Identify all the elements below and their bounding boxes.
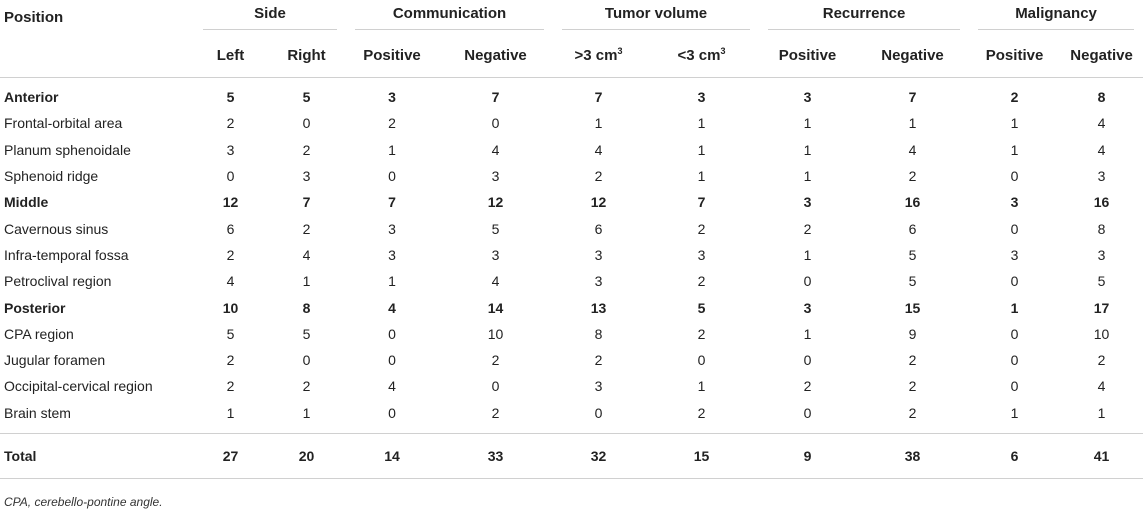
table-cell: 0 <box>302 352 311 369</box>
total-cell: 33 <box>438 433 553 478</box>
group-header-label: Communication <box>355 5 544 30</box>
table-row <box>0 110 1143 136</box>
total-row <box>0 433 1143 478</box>
table-cell: 2 <box>1097 352 1106 369</box>
row-label: CPA region <box>4 325 74 342</box>
table-cell: 1 <box>803 168 812 185</box>
table-cell: 0 <box>388 352 396 369</box>
table-cell: 4 <box>1097 378 1106 395</box>
row-label: Occipital-cervical region <box>4 378 153 395</box>
table-cell: 4 <box>226 273 235 290</box>
total-cell: 15 <box>644 433 759 478</box>
row-label: Posterior <box>4 299 66 316</box>
table-cell: 2 <box>908 404 917 421</box>
table-cell: 8 <box>594 325 603 342</box>
table-cell: 13 <box>590 299 607 316</box>
table-cell: 2 <box>491 352 500 369</box>
table-cell: 0 <box>803 352 812 369</box>
subcolumn-header <box>759 34 856 78</box>
table-group-row <box>0 84 1143 110</box>
table-row <box>0 321 1143 347</box>
table-cell: 0 <box>388 168 396 185</box>
table-row <box>0 400 1143 426</box>
table-cell: 8 <box>302 299 311 316</box>
table-row <box>0 215 1143 241</box>
subcolumn-label: Right <box>287 47 326 64</box>
table-cell: 1 <box>908 115 917 132</box>
footnote: CPA, cerebello-pontine angle. <box>4 495 163 509</box>
table-cell: 3 <box>803 299 812 316</box>
subcolumn-label: Negative <box>1070 47 1133 64</box>
subcolumn-header <box>438 34 553 78</box>
table-cell: 10 <box>1093 325 1110 342</box>
table-cell: 17 <box>1093 299 1110 316</box>
table-cell: 2 <box>226 378 235 395</box>
table-cell: 9 <box>908 325 917 342</box>
table-cell: 2 <box>302 220 311 237</box>
table-cell: 5 <box>302 325 311 342</box>
table-cell: 3 <box>388 246 396 263</box>
table-cell: 15 <box>904 299 921 316</box>
table-row <box>0 242 1143 268</box>
subcolumn-header <box>644 34 759 78</box>
table-cell: 2 <box>908 168 917 185</box>
table-cell: 2 <box>226 352 235 369</box>
table-cell: 5 <box>226 89 235 106</box>
table-cell: 8 <box>1097 89 1106 106</box>
table-cell: 4 <box>388 378 396 395</box>
table-cell: 2 <box>697 325 706 342</box>
subcolumn-header <box>346 34 438 78</box>
subcolumn-header <box>856 34 969 78</box>
group-header-label: Malignancy <box>978 5 1134 30</box>
row-label: Middle <box>4 194 49 211</box>
table-cell: 1 <box>803 246 812 263</box>
table-cell: 2 <box>697 220 706 237</box>
table-cell: 0 <box>226 168 235 185</box>
table-cell: 5 <box>302 89 311 106</box>
table-cell: 0 <box>1010 273 1019 290</box>
table-cell: 1 <box>594 115 603 132</box>
table-cell: 2 <box>908 352 917 369</box>
table-cell: 2 <box>302 378 311 395</box>
subcolumn-label: Positive <box>363 47 421 64</box>
table-cell: 4 <box>1097 141 1106 158</box>
table-cell: 1 <box>1010 299 1019 316</box>
table-cell: 10 <box>487 325 504 342</box>
unit-superscript: 3 <box>617 46 623 56</box>
table-cell: 2 <box>697 404 706 421</box>
row-label: Petroclival region <box>4 273 112 290</box>
table-body <box>0 78 1143 479</box>
total-cell: 27 <box>194 433 267 478</box>
table-cell: 2 <box>302 141 311 158</box>
table-cell: 3 <box>1097 246 1106 263</box>
table-cell: 3 <box>1010 194 1019 211</box>
row-label: Brain stem <box>4 404 71 421</box>
group-header-label: Side <box>203 5 337 30</box>
row-label: Frontal-orbital area <box>4 115 123 132</box>
table-cell: 2 <box>491 404 500 421</box>
table-cell: 0 <box>1010 220 1019 237</box>
table-cell: 2 <box>803 378 812 395</box>
table-cell: 2 <box>803 220 812 237</box>
table-cell: 3 <box>388 89 396 106</box>
table-row <box>0 373 1143 399</box>
table-cell: 0 <box>803 404 812 421</box>
table-cell: 3 <box>1097 168 1106 185</box>
row-label: Infra-temporal fossa <box>4 246 129 263</box>
table-cell: 4 <box>302 246 311 263</box>
table-cell: 0 <box>491 115 500 132</box>
table-cell: 0 <box>491 378 500 395</box>
subcolumn-label: Positive <box>778 47 837 64</box>
table-cell: 3 <box>594 273 603 290</box>
table-cell: 1 <box>1010 115 1019 132</box>
table-cell: 2 <box>226 115 235 132</box>
table-cell: 6 <box>908 220 917 237</box>
total-cell: 38 <box>856 433 969 478</box>
table-cell: 5 <box>697 299 706 316</box>
group-header <box>346 0 553 34</box>
table-cell: 1 <box>302 273 311 290</box>
table-cell: 5 <box>1097 273 1106 290</box>
table-cell: 5 <box>908 273 917 290</box>
table-cell: 3 <box>803 89 812 106</box>
table-cell: 12 <box>590 194 607 211</box>
row-label: Planum sphenoidale <box>4 141 131 158</box>
table-cell: 0 <box>388 325 396 342</box>
total-label: Total <box>0 433 194 478</box>
table-cell: 1 <box>1097 404 1106 421</box>
subcolumn-header <box>1060 34 1143 78</box>
table-cell: 4 <box>388 299 396 316</box>
table-cell: 1 <box>697 115 706 132</box>
subcolumn-label: Negative <box>464 47 527 64</box>
table-cell: 1 <box>1010 404 1019 421</box>
row-label: Sphenoid ridge <box>4 168 99 185</box>
table-cell: 0 <box>302 115 311 132</box>
table-cell: 4 <box>491 273 500 290</box>
table-cell: 1 <box>697 378 706 395</box>
table-cell: 0 <box>1010 168 1019 185</box>
table-cell: 6 <box>594 220 603 237</box>
table-cell: 1 <box>302 404 311 421</box>
table-group-row <box>0 294 1143 320</box>
group-header <box>553 0 759 34</box>
table-cell: 4 <box>1097 115 1106 132</box>
table-cell: 4 <box>491 141 500 158</box>
table-cell: 10 <box>222 299 239 316</box>
table-cell: 2 <box>594 352 603 369</box>
total-cell: 9 <box>759 433 856 478</box>
unit-superscript: 3 <box>720 46 726 56</box>
table-cell: 12 <box>222 194 239 211</box>
row-label: Cavernous sinus <box>4 220 109 237</box>
table-cell: 4 <box>594 141 603 158</box>
table-cell: 1 <box>697 168 706 185</box>
total-cell: 6 <box>969 433 1060 478</box>
table-cell: 5 <box>226 325 235 342</box>
table-cell: 0 <box>594 404 603 421</box>
subcolumn-label: Positive <box>985 47 1044 64</box>
table-row <box>0 268 1143 294</box>
table-cell: 7 <box>388 194 396 211</box>
table-cell: 1 <box>803 115 812 132</box>
table-cell: 1 <box>803 141 812 158</box>
table-cell: 0 <box>697 352 706 369</box>
table-cell: 1 <box>803 325 812 342</box>
group-header-label: Tumor volume <box>562 5 750 30</box>
subcolumn-label: Negative <box>881 47 944 64</box>
table-cell: 3 <box>803 194 812 211</box>
table-cell: 1 <box>226 404 235 421</box>
table-cell: 12 <box>487 194 504 211</box>
table-cell: 3 <box>594 378 603 395</box>
table-cell: 0 <box>803 273 812 290</box>
table-cell: 7 <box>491 89 500 106</box>
table-cell: 8 <box>1097 220 1106 237</box>
table-row <box>0 163 1143 189</box>
table-cell: 7 <box>908 89 917 106</box>
table-cell: 3 <box>388 220 396 237</box>
group-header <box>759 0 969 34</box>
table-row <box>0 137 1143 163</box>
table-cell: 4 <box>908 141 917 158</box>
total-cell: 20 <box>267 433 346 478</box>
table-cell: 2 <box>697 273 706 290</box>
subcolumn-label: >3 cm <box>574 47 618 64</box>
subcolumn-header <box>969 34 1060 78</box>
table-cell: 2 <box>388 115 396 132</box>
row-label: Jugular foramen <box>4 352 106 369</box>
table-cell: 6 <box>226 220 235 237</box>
table-cell: 0 <box>1010 352 1019 369</box>
table-cell: 2 <box>908 378 917 395</box>
table-cell: 3 <box>226 141 235 158</box>
total-cell: 32 <box>553 433 644 478</box>
table-cell: 1 <box>697 141 706 158</box>
table-cell: 0 <box>1010 325 1019 342</box>
table-cell: 3 <box>491 246 500 263</box>
subcolumn-label: <3 cm <box>677 47 721 64</box>
table-cell: 14 <box>487 299 504 316</box>
subcolumn-header <box>553 34 644 78</box>
table-cell: 0 <box>388 404 396 421</box>
group-header-label: Recurrence <box>768 5 960 30</box>
table-cell: 1 <box>388 273 396 290</box>
total-cell: 41 <box>1060 433 1143 478</box>
table-cell: 5 <box>491 220 500 237</box>
table-cell: 3 <box>302 168 311 185</box>
total-cell: 14 <box>346 433 438 478</box>
row-label: Anterior <box>4 89 59 106</box>
table-cell: 2 <box>594 168 603 185</box>
table-cell: 7 <box>302 194 311 211</box>
table-cell: 1 <box>1010 141 1019 158</box>
table-cell: 3 <box>594 246 603 263</box>
table-row <box>0 347 1143 373</box>
table-cell: 2 <box>226 246 235 263</box>
table-cell: 16 <box>1093 194 1110 211</box>
subcolumn-header <box>194 34 267 78</box>
table-cell: 7 <box>594 89 603 106</box>
table-cell: 3 <box>697 246 706 263</box>
subcolumn-header <box>267 34 346 78</box>
column-header-position: Position <box>0 0 194 78</box>
table-cell: 16 <box>904 194 921 211</box>
subcolumn-label: Left <box>216 47 245 64</box>
table-cell: 5 <box>908 246 917 263</box>
table-cell: 3 <box>491 168 500 185</box>
table-group-row <box>0 189 1143 215</box>
group-header <box>969 0 1143 34</box>
table-header <box>0 0 1143 78</box>
table-cell: 3 <box>697 89 706 106</box>
table-cell: 0 <box>1010 378 1019 395</box>
table-cell: 1 <box>388 141 396 158</box>
group-header <box>194 0 346 34</box>
table-cell: 3 <box>1010 246 1019 263</box>
table-cell: 2 <box>1010 89 1019 106</box>
table-cell: 7 <box>697 194 706 211</box>
